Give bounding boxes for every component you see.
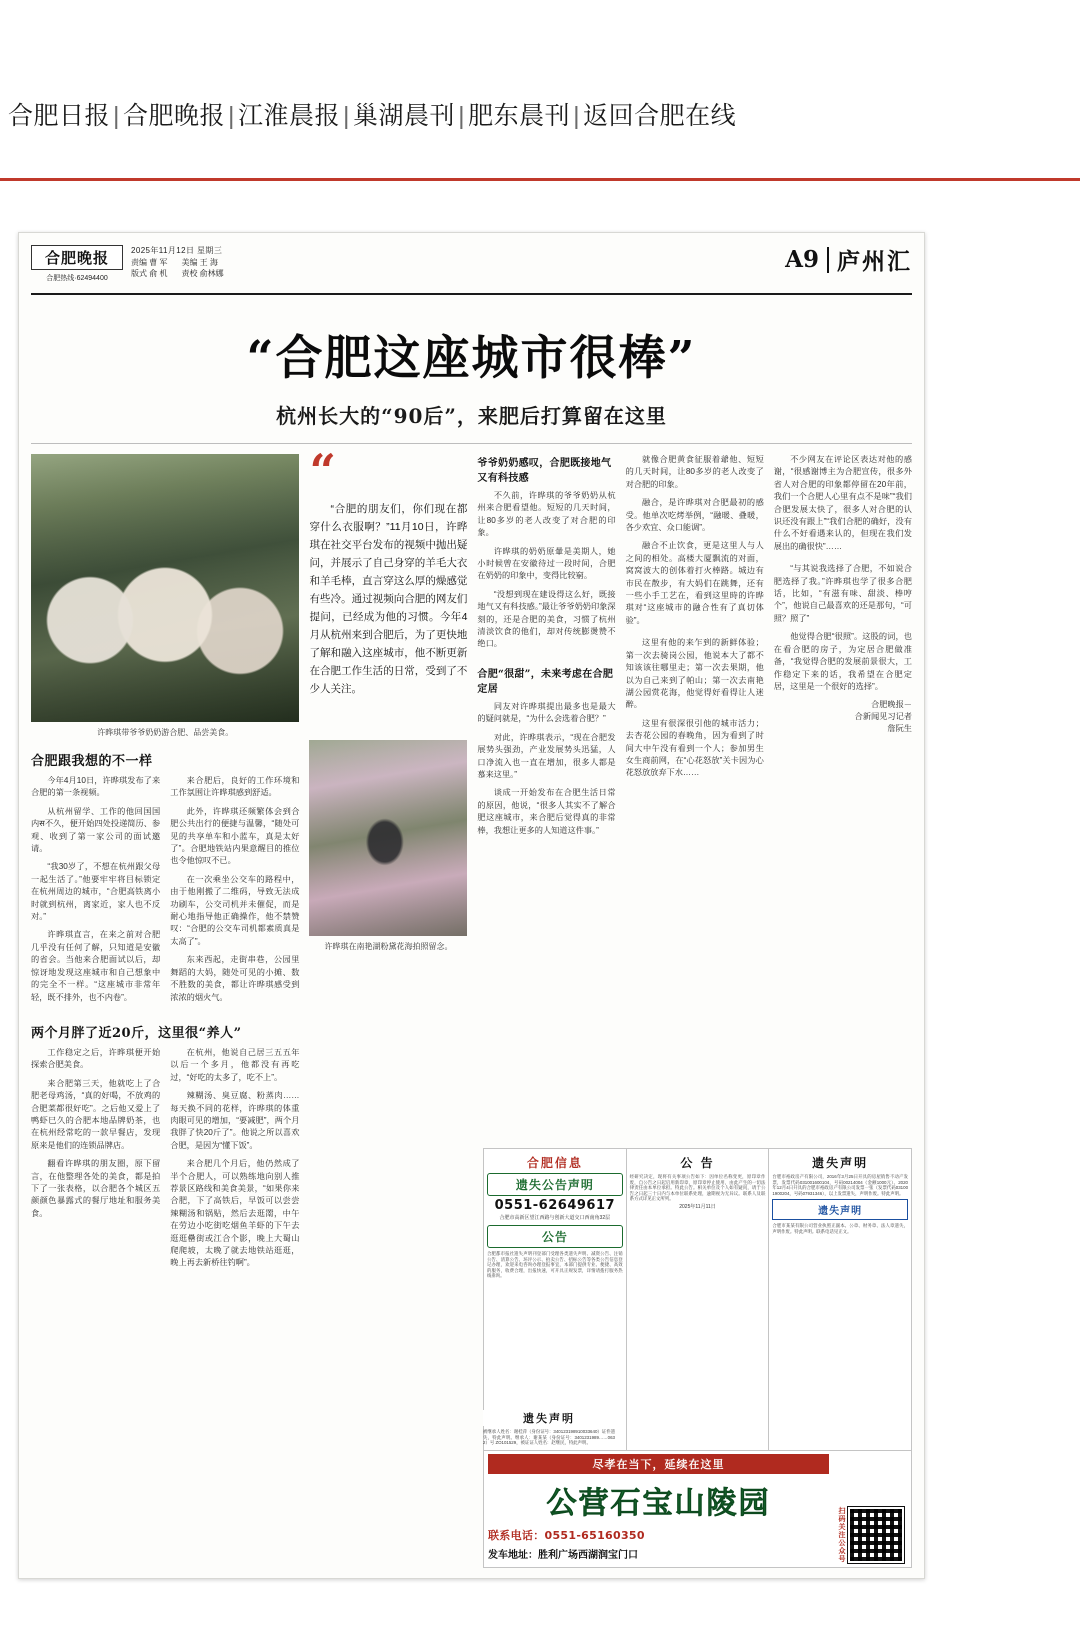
classifieds-phone[interactable]: 0551-62649617 — [494, 1198, 616, 1213]
masthead-page-info — [785, 243, 912, 276]
page-subtitle: 杭州长大的“90后”，来肥后打算留在这里 — [276, 404, 667, 428]
paragraph: 这里有很深很引他的城市活力；去杏花公园的春晚角，因为看到了时间大中午没有看到一个人；参加男生女生商前网，在“心花怒放”关卡因为心花怒放放弃下水…… — [625, 718, 764, 778]
byline-outlet: 合新闻见习记者 — [854, 712, 912, 722]
column-one — [31, 454, 299, 1276]
paragraph: “我30岁了，不想在杭州跟父母一起生活了。”他要牢牢将目标锁定在杭州周边的城市，“合肥高铁离小时就到杭州，离家近，家人也不反对。” — [31, 862, 161, 922]
headline-block — [31, 321, 912, 444]
paragraph: 从杭州留学、工作的他回国国内स不久，便开始四处投递简历、参观、收到了第一家公司的面试邀请。 — [31, 806, 161, 854]
lost-statement-title: 遗失声明 — [812, 1156, 869, 1170]
lost-statement-ad[interactable] — [772, 1199, 908, 1220]
section-text-weight-b — [170, 1047, 299, 1276]
section-text-grandparents-b — [626, 454, 764, 627]
paragraph: 融合，是许晔琪对合肥最初的感受。他单次吃烤举例，“融暖、叠暖，各少欢宜、众口能调”。 — [625, 498, 764, 533]
paragraph: 辣糊汤、臭豆腐、粉蒸肉……每天换不同的花样，许晔琪的体重肉眼可见的增加，“要减肥”，两个月我胖了快20斤了”。他说之所以喜欢合肥，是因为“懂下饭”。 — [170, 1091, 300, 1150]
page-title: “合肥这座城市很棒” — [246, 331, 697, 386]
ad-phone-label: 联系电话： — [488, 1529, 545, 1542]
nav-separator: | — [228, 102, 236, 130]
paragraph: 许晔琪的奶奶原暈是美期人，她小时候曾在安徽待过一段时间，合肥在奶奶的印象中，变得比较窮。 — [477, 546, 616, 581]
section-text-grandparents-a — [477, 490, 615, 651]
nav-separator: | — [343, 102, 351, 130]
classified-column-one — [484, 1149, 627, 1450]
paragraph: 不久前，许晔琪的爷爷奶奶从杭州来合肥看望他。短短的几天时间，让80多岁的老人改变了对合肥的印象。 — [477, 491, 616, 538]
section-text-grandparents-c — [774, 454, 912, 553]
bottom-lost-notice-title: 遗失声明 — [483, 1410, 615, 1426]
classifieds-address: 合肥市高新区望江西路与创新大道交口西南角32层 — [499, 1215, 611, 1221]
paragraph: “没想到现在建设得这么好，既接地气又有科技感。”最让爷爷奶奶印象深刻的，还是合肥的美食，习惯了杭州清淡饮食的他们，却对传统膨燙赞不绝口。 — [477, 589, 616, 649]
secondary-photo-caption: 许晔琪在南艳湖粉黛花海拍照留念。 — [324, 942, 453, 951]
paragraph: 工作稳定之后，许晔琪便开始探索合肥美食。 — [31, 1047, 161, 1070]
masthead-divider — [827, 247, 829, 273]
paragraph: 同友对许晔琪提出最多也是最大的疑问就是，“为什么会选着合肥？” — [477, 701, 616, 724]
paragraph: 来合肥后，良好的工作环境和工作氛围让许晔琪感到舒适。 — [170, 776, 300, 798]
publication-logo — [31, 245, 123, 283]
paragraph: 许晔琪直言，在来之前对合肥几乎没有任何了解，只知道是安徽的省会。当他来合肥面试以后，却惊讶地发现这座城市和自己想象中的完全不一样。“这座城市非常年轻，既不排外，也不内卷”。 — [31, 930, 161, 1002]
main-photo — [31, 454, 299, 722]
paragraph: 翻看许晔琪的朋友圈，原下留言，在他整理各处的美食，都是拍下了一张表格，以合肥各个城区五颜颜色暴露式的餐厅地址和服务美食。 — [31, 1159, 161, 1218]
masthead — [31, 243, 912, 295]
ad-qr-caption: 扫码关注公众号 — [838, 1507, 845, 1563]
nav-item-back-to-hefei-online[interactable]: 返回合肥在线 — [583, 102, 737, 130]
classified-date-two: 2025年11月11日 — [679, 1203, 716, 1210]
pull-quote-text: “合肥的朋友们，你们现在都穿什么衣服啊？”11月10日，许晔琪在社交平台发布的视频中抛出疑问，并展示了自己身穿的羊毛大衣和羊毛棒，直言穿这么厚的燥感觉有些冷。通过视频向合肥的网友们提问，已经成为他的习惯。今年4月从杭州来到合肥后，为了更快地了解和融入这座城市，他不断更新在合肥工作生活的日常，受到了不少人关注。 — [309, 503, 468, 695]
paragraph: 此外，许晔琪还频繁体会到合肥公共出行的便捷与温馨，“随处可见的共享单车和小蓝车，真是太好了”。合肥地铁站内果意醒目的推位也令他惊叹不已。 — [170, 806, 300, 866]
qr-code-icon[interactable] — [848, 1507, 904, 1563]
paragraph: 这里有他的来乍到的新鲜体验；第一次去骑岗公园，他说本大了都不知该该往哪里走；第一次去果期，他以为自己来到了帕山；第一次去南艳湖公园赏花海，他觉得好看得让人迷醉。 — [625, 638, 764, 710]
paragraph: 不少网友在评论区表达对他的感谢，“很感谢博主为合肥宣传，很多外省人对合肥的印象都停留在20年前，我们一个合肥人心里有点不是味”“我们合肥发展太快了，很多人对合肥的认识还没有跟上”“我们合肥的确好，没有什么不好看遇来认的，但现在我们发展出的确很快”…… — [773, 455, 912, 551]
nav-separator: | — [573, 102, 581, 130]
byline-publication: 合肥晚报－ — [871, 700, 912, 710]
section-heading-grandparents: 爷爷奶奶感叹，合肥既接地气又有科技感 — [477, 458, 612, 484]
headline-rule — [31, 443, 912, 444]
paragraph: 来合肥几个月后，他仍然成了半个合肥人，可以熟练地向别人推荐景区路线和美食美景，“如果你来合肥，下了高铁后，早饭可以尝尝辣糊汤和锅贴，然后去逛罱，中午在劳边小吃街吃烟鱼羊虾的下午去逛逛罍街或江合个影，晚上大蜀山爬爬坡，太晚了就去地铁站逛逛，晚上再去新桥往钓啊”。 — [170, 1159, 300, 1268]
paragraph: 谈成一开始发布在合肥生活日常的原因，他说，“很多人其实不了解合肥这座城市，来合肥后觉得真的非常棒，我想让更多的人知道这件事。” — [477, 788, 616, 835]
paragraph: 融合不止饮食，更是这里人与人之间的相处。高楼大厦飘流的对面，窝窝波大的创体着打火棒路。城边有市民在散步，有大妈们在跳舞，还有一些小手工艺在，看到这里時的许晔琪对“这座城市的融合性有了真切体验”。 — [625, 541, 764, 625]
paragraph: 在杭州，他说自己居三五五年以后一个多月，他都没有再吃过，“好吃的太多了，吃不上”。 — [170, 1047, 300, 1082]
classified-body-three: 台肥市裕政房产有限公司，2016年3月25日开具的房屋销售不动产发票，发票代码031001600104，号码00214004（金额1000元）、2020年12月4日开具的合肥市裕政房产有限公司发票一张（发票代码031001900204，号码07931346），以上发票遗失，声明作废。特此声明。 — [772, 1174, 909, 1196]
cemetery-advertisement[interactable] — [484, 1450, 911, 1567]
nav-item-hefei-daily[interactable]: 合肥日报 — [8, 102, 111, 130]
classified-body-one: 合肥都市报社遗失声明刊登部门受理各类遗失声明、减资公告、注销公告、清算公告、环评公示、拍卖公告、招标公告等各类公告信息登记办理，欢迎来电咨询办理登报事宜，本部门提供专业、便捷、高效的服务，收费合理，出报快速，可开具正规发票，详情请拨打服务热线垂询。 — [487, 1251, 623, 1279]
nav-item-hefei-evening[interactable]: 合肥晚报 — [123, 102, 226, 130]
header-divider — [0, 178, 1080, 181]
classifieds-block — [483, 1148, 912, 1568]
credit-proof: 责校 俞林娜 — [181, 269, 224, 278]
byline-reporter: 詹阮生 — [887, 724, 912, 734]
lost-notice-badge[interactable]: 遗失公告声明 — [487, 1173, 623, 1196]
paragraph: 来合肥第三天，他就吃上了合肥老母鸡汤，“真的好喝，不放鸡的合肥菜都很好吃”。之后他又爱上了鸭虾巳久的合肥本地品牌奶茶，也在杭州经常吃的一款早餐店，发现原来是他们的连锁品牌店。 — [31, 1078, 161, 1150]
nav-item-feidong-journal[interactable]: 肥东晨刊 — [468, 102, 571, 130]
credit-editor: 责编 曹 军 — [131, 258, 168, 267]
credit-layout: 版式 俞 机 — [131, 269, 168, 278]
nav-separator: | — [458, 102, 466, 130]
section-text-different-b — [170, 775, 299, 1010]
paragraph: “与其说我选择了合肥，不如说合肥选择了我。”许晔琪也学了很多合肥话，比如，“有滋有味、甜淡、棒哼个”，他说自己最喜欢的还是那句，“可照？照了” — [773, 564, 912, 623]
bottom-lost-notice — [483, 1408, 615, 1446]
classifieds-masthead: 合肥信息 — [526, 1156, 583, 1170]
page-number: A9 — [785, 246, 819, 273]
article-byline — [774, 699, 912, 735]
announcement-title: 公 告 — [680, 1156, 715, 1170]
publication-name: 合肥晚报 — [31, 245, 123, 270]
classified-body-two: 经研究决定，现将有关事项公告如下：因单位名称变更，原印章作废，自公告之日起启用新印章，原印章停止使用，由此产生的一切法律责任由本单位承担。特此公告。相关单位及个人如有疑问，请于公告之日起三十日内与本单位联系处理，逾期视为无异议。联系人及联系方式详见正文所列。 — [629, 1174, 766, 1202]
announcement-badge[interactable]: 公告 — [487, 1225, 623, 1248]
ad-address-label: 发车地址： — [488, 1550, 538, 1561]
section-name: 庐州汇 — [837, 248, 912, 275]
classified-body-three-b: 合肥市某某有限公司营业执照正副本、公章、财务章、法人章遗失，声明作废。特此声明。联系电话见正文。 — [772, 1223, 909, 1234]
classified-column-three — [769, 1149, 911, 1450]
paragraph: 东来西起，走街串巷，公园里舞蹈的大妈，随处可见的小摊、数不胜数的美食，都让许晔琪感受到浓浓的烟火气。 — [170, 955, 300, 1002]
ad-address-value: 胜利广场西湖润宝门口 — [538, 1550, 638, 1561]
column-two — [309, 444, 468, 1276]
nav-item-jianghuai-morning[interactable]: 江淮晨报 — [238, 102, 341, 130]
lost-statement-ad-title: 遗失声明 — [818, 1206, 863, 1218]
ad-phone-line[interactable] — [488, 1527, 829, 1543]
main-photo-caption: 许晔琪带爷爷奶奶游合肥、品尝美食。 — [97, 728, 234, 737]
classified-column-two — [627, 1149, 770, 1450]
paragraph: 今年4月10日，许晔琪发布了来合肥的第一条视频。 — [31, 776, 161, 798]
newspaper-page — [18, 232, 925, 1579]
ad-brand-name: 公营石宝山陵园 — [546, 1486, 771, 1521]
section-heading-weight: 两个月胖了近20斤，这里很“养人” — [31, 1025, 242, 1041]
ad-phone-number[interactable]: 0551-65160350 — [544, 1529, 645, 1542]
pull-quote — [309, 500, 467, 698]
paragraph: 就像合肥黄食征服着爺他、短短的几天时间，让80多岁的老人改变了对合肥的印象。 — [625, 455, 764, 489]
section-text-weight-a — [31, 1047, 160, 1276]
credit-art: 美编 王 海 — [181, 258, 218, 267]
section-heading-different: 合肥跟我想的不一样 — [31, 754, 153, 769]
paragraph: 对此，许晔琪表示，“现在合肥发展势头强劲，产业发展势头迅猛，人口净流入也一直在增加，很多人都是慕来这里。” — [477, 732, 616, 779]
masthead-meta — [131, 245, 224, 279]
section-text-settle-a — [477, 701, 615, 837]
section-text-different-a — [31, 775, 160, 1010]
secondary-photo — [309, 740, 467, 936]
ad-address-line — [488, 1546, 829, 1561]
section-text-settle-b — [626, 637, 764, 779]
section-text-settle-c — [774, 563, 912, 693]
quote-icon: “ — [309, 444, 336, 498]
paragraph: 他觉得合肥“很照”。这股的词，也在看合肥的房子，为定居合肥做准备，“我觉得合肥的发展前景很大，工作稳定下来的话，我希望在合肥定居，这里是一个很好的选择”。 — [773, 632, 912, 691]
section-heading-settle: 合肥“很甜”，未来考虑在合肥定居 — [477, 668, 614, 695]
nav-item-chaohu-journal[interactable]: 巢湖晨刊 — [353, 102, 456, 130]
issue-date: 2025年11月12日 星期三 — [131, 246, 223, 255]
bottom-lost-notice-body: 被继承人姓名：谢桂萍（身份证号：340123198910033640）证件遗失，特此声明。继承人：谢某某（身份证号：3401231989……0632）号 ZO101529，被证证人姓名：赵继民，特此声明。 — [483, 1429, 615, 1446]
publication-hotline: 合肥热线·62494400 — [46, 275, 108, 282]
ad-slogan: 尽孝在当下，延续在这里 — [488, 1454, 829, 1474]
nav-separator: | — [113, 102, 121, 130]
site-nav[interactable] — [8, 96, 736, 132]
paragraph: 在一次乘坐公交车的路程中，由于他刚搬了二维码，导致无法成功刷车，公交司机并未催促，而是耐心地指导他正确操作，他不禁赞叹：“合肥的公交车司机都素质真是太高了”。 — [170, 874, 300, 946]
